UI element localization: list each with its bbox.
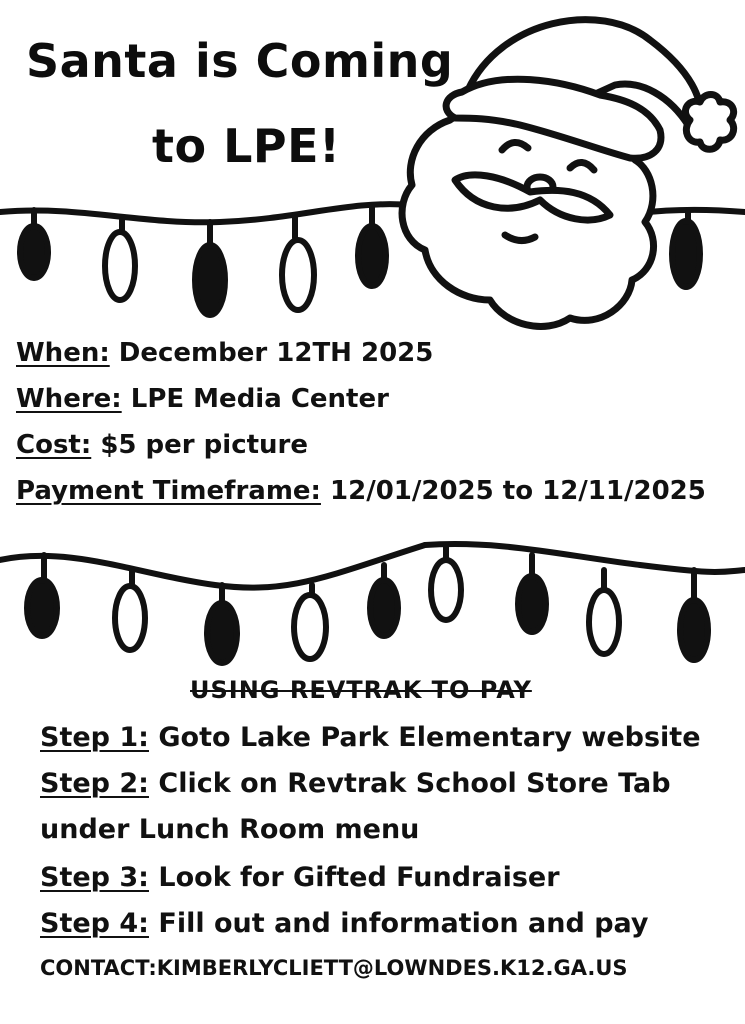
payment-timeframe [16, 476, 706, 506]
flyer-title-line-1: Santa is Coming [26, 34, 454, 88]
step-4-text: Fill out and information and pay [158, 908, 649, 939]
event-date [16, 338, 433, 368]
payment-value: 12/01/2025 to 12/11/2025 [330, 476, 706, 506]
step-1 [40, 722, 701, 753]
step-3-label: Step 3: [40, 862, 149, 893]
step-4-label: Step 4: [40, 908, 149, 939]
step-2 [40, 768, 671, 799]
step-2-label: Step 2: [40, 768, 149, 799]
step-4 [40, 908, 649, 939]
payment-label: Payment Timeframe: [16, 476, 321, 506]
contact-email: CONTACT:KIMBERLYCLIETT@LOWNDES.K12.GA.US [40, 956, 628, 980]
event-location [16, 384, 389, 414]
where-label: Where: [16, 384, 122, 414]
event-cost [16, 430, 308, 460]
instructions-heading: USING REVTRAK TO PAY [190, 676, 532, 704]
step-2-continued: under Lunch Room menu [40, 814, 420, 845]
cost-value: $5 per picture [100, 430, 308, 460]
step-3 [40, 862, 560, 893]
christmas-lights-bottom-icon [0, 544, 745, 663]
step-3-text: Look for Gifted Fundraiser [158, 862, 560, 893]
when-label: When: [16, 338, 110, 368]
step-1-label: Step 1: [40, 722, 149, 753]
step-2-text: Click on Revtrak School Store Tab [158, 768, 671, 799]
flyer-title-line-2: to LPE! [152, 119, 341, 173]
step-1-text: Goto Lake Park Elementary website [158, 722, 701, 753]
cost-label: Cost: [16, 430, 92, 460]
where-value: LPE Media Center [130, 384, 389, 414]
when-value: December 12TH 2025 [118, 338, 434, 368]
